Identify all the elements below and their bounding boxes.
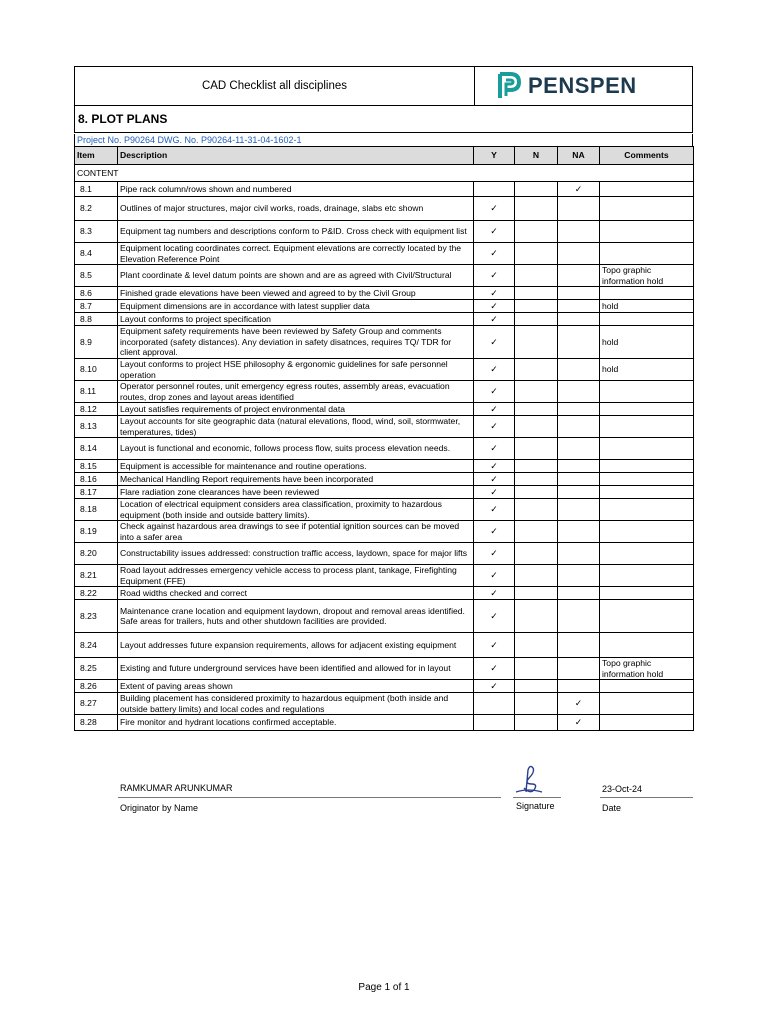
- project-line: Project No. P90264 DWG. No. P90264-11-31-04-1602-1: [74, 134, 693, 146]
- na-check-cell: [558, 359, 600, 381]
- y-check-cell: ✓: [474, 543, 515, 565]
- description-cell: Layout addresses future expansion requirements, allows for adjacent existing equipment: [118, 633, 474, 658]
- signature-line: [513, 797, 561, 798]
- comment-cell: [600, 287, 694, 300]
- na-check-cell: [558, 600, 600, 633]
- description-cell: Equipment locating coordinates correct. Equipment elevations are correctly located by the Elevation Reference Point: [118, 243, 474, 265]
- description-cell: Maintenance crane location and equipment laydown, dropout and removal areas identified. Safe areas for trailers, huts and other shutdown facilities are provided.: [118, 600, 474, 633]
- na-check-cell: [558, 326, 600, 359]
- n-check-cell: [515, 499, 558, 521]
- comment-cell: [600, 543, 694, 565]
- n-check-cell: [515, 221, 558, 243]
- comment-cell: [600, 486, 694, 499]
- y-check-cell: ✓: [474, 633, 515, 658]
- col-na-header: NA: [558, 147, 600, 165]
- item-cell: 8.13: [75, 416, 118, 438]
- y-check-cell: ✓: [474, 416, 515, 438]
- company-logo: [475, 67, 692, 105]
- y-check-cell: ✓: [474, 438, 515, 460]
- item-cell: 8.8: [75, 313, 118, 326]
- n-check-cell: [515, 300, 558, 313]
- n-check-cell: [515, 693, 558, 715]
- n-check-cell: [515, 680, 558, 693]
- item-cell: 8.27: [75, 693, 118, 715]
- comment-cell: hold: [600, 359, 694, 381]
- item-cell: 8.24: [75, 633, 118, 658]
- na-check-cell: [558, 381, 600, 403]
- description-cell: Pipe rack column/rows shown and numbered: [118, 182, 474, 197]
- col-description-header: Description: [118, 147, 474, 165]
- n-check-cell: [515, 658, 558, 680]
- checklist-sheet: [74, 66, 693, 731]
- col-comments-header: Comments: [600, 147, 694, 165]
- item-cell: 8.21: [75, 565, 118, 587]
- comment-cell: [600, 313, 694, 326]
- na-check-cell: [558, 403, 600, 416]
- na-check-cell: [558, 300, 600, 313]
- comment-cell: [600, 587, 694, 600]
- table-row: [75, 715, 694, 731]
- table-row: [75, 416, 694, 438]
- n-check-cell: [515, 486, 558, 499]
- table-row: [75, 499, 694, 521]
- table-row: [75, 658, 694, 680]
- table-row: [75, 633, 694, 658]
- n-check-cell: [515, 359, 558, 381]
- table-row: [75, 381, 694, 403]
- description-cell: Mechanical Handling Report requirements have been incorporated: [118, 473, 474, 486]
- na-check-cell: [558, 543, 600, 565]
- item-cell: 8.11: [75, 381, 118, 403]
- na-check-cell: ✓: [558, 715, 600, 731]
- y-check-cell: [474, 715, 515, 731]
- comment-cell: [600, 499, 694, 521]
- penspen-logo-icon: [497, 71, 523, 101]
- item-cell: 8.23: [75, 600, 118, 633]
- na-check-cell: [558, 265, 600, 287]
- y-check-cell: ✓: [474, 565, 515, 587]
- description-cell: Flare radiation zone clearances have been reviewed: [118, 486, 474, 499]
- table-row: [75, 221, 694, 243]
- content-label: CONTENT: [75, 165, 694, 182]
- comment-cell: [600, 182, 694, 197]
- description-cell: Check against hazardous area drawings to see if potential ignition sources can be moved into a safer area: [118, 521, 474, 543]
- description-cell: Constructability issues addressed: construction traffic access, laydown, space for major lifts: [118, 543, 474, 565]
- comment-cell: hold: [600, 326, 694, 359]
- n-check-cell: [515, 197, 558, 221]
- n-check-cell: [515, 381, 558, 403]
- handwritten-signature-icon: [512, 762, 546, 798]
- na-check-cell: [558, 499, 600, 521]
- y-check-cell: ✓: [474, 403, 515, 416]
- item-cell: 8.17: [75, 486, 118, 499]
- y-check-cell: ✓: [474, 473, 515, 486]
- na-check-cell: ✓: [558, 182, 600, 197]
- y-check-cell: ✓: [474, 300, 515, 313]
- comment-cell: [600, 416, 694, 438]
- description-cell: Layout conforms to project specification: [118, 313, 474, 326]
- description-cell: Layout accounts for site geographic data (natural elevations, flood, wind, soil, stormwater, temperatures, tides): [118, 416, 474, 438]
- item-cell: 8.7: [75, 300, 118, 313]
- na-check-cell: [558, 313, 600, 326]
- na-check-cell: [558, 438, 600, 460]
- item-cell: 8.26: [75, 680, 118, 693]
- y-check-cell: ✓: [474, 265, 515, 287]
- n-check-cell: [515, 265, 558, 287]
- signoff-block: [0, 776, 768, 826]
- table-header-row: [75, 147, 694, 165]
- description-cell: Extent of paving areas shown: [118, 680, 474, 693]
- item-cell: 8.1: [75, 182, 118, 197]
- table-row: [75, 680, 694, 693]
- n-check-cell: [515, 438, 558, 460]
- description-cell: Operator personnel routes, unit emergency egress routes, assembly areas, evacuation routes, drop zones and layout areas identified: [118, 381, 474, 403]
- comment-cell: [600, 460, 694, 473]
- section-title: 8. PLOT PLANS: [74, 106, 693, 133]
- na-check-cell: [558, 486, 600, 499]
- description-cell: Road layout addresses emergency vehicle access to process plant, tankage, Firefighting Equipment (FFE): [118, 565, 474, 587]
- na-check-cell: [558, 197, 600, 221]
- item-cell: 8.5: [75, 265, 118, 287]
- description-cell: Outlines of major structures, major civil works, roads, drainage, slabs etc shown: [118, 197, 474, 221]
- description-cell: Layout conforms to project HSE philosophy & ergonomic guidelines for safe personnel operation: [118, 359, 474, 381]
- comment-cell: [600, 381, 694, 403]
- table-row: [75, 587, 694, 600]
- col-n-header: N: [515, 147, 558, 165]
- n-check-cell: [515, 633, 558, 658]
- n-check-cell: [515, 715, 558, 731]
- y-check-cell: ✓: [474, 359, 515, 381]
- item-cell: 8.14: [75, 438, 118, 460]
- date-label: Date: [602, 803, 622, 813]
- name-line: [118, 797, 501, 798]
- na-check-cell: [558, 460, 600, 473]
- table-row: [75, 473, 694, 486]
- n-check-cell: [515, 460, 558, 473]
- comment-cell: [600, 680, 694, 693]
- n-check-cell: [515, 473, 558, 486]
- y-check-cell: ✓: [474, 313, 515, 326]
- n-check-cell: [515, 521, 558, 543]
- comment-cell: [600, 565, 694, 587]
- table-row: [75, 182, 694, 197]
- description-cell: Equipment is accessible for maintenance and routine operations.: [118, 460, 474, 473]
- logo-wordmark: PENSPEN: [528, 73, 637, 98]
- na-check-cell: [558, 243, 600, 265]
- na-check-cell: [558, 587, 600, 600]
- table-row: [75, 521, 694, 543]
- description-cell: Equipment dimensions are in accordance with latest supplier data: [118, 300, 474, 313]
- description-cell: Location of electrical equipment considers area classification, proximity to hazardous equipment (both inside and outside battery limits).: [118, 499, 474, 521]
- signoff-date: 23-Oct-24: [602, 784, 643, 794]
- table-row: [75, 287, 694, 300]
- n-check-cell: [515, 287, 558, 300]
- originator-name: RAMKUMAR ARUNKUMAR: [120, 783, 233, 793]
- originator-label: Originator by Name: [120, 803, 199, 813]
- table-row: [75, 313, 694, 326]
- comment-cell: Topo graphic information hold: [600, 265, 694, 287]
- table-row: [75, 359, 694, 381]
- description-cell: Finished grade elevations have been viewed and agreed to by the Civil Group: [118, 287, 474, 300]
- description-cell: Equipment tag numbers and descriptions conform to P&ID. Cross check with equipment list: [118, 221, 474, 243]
- item-cell: 8.6: [75, 287, 118, 300]
- y-check-cell: ✓: [474, 521, 515, 543]
- comment-cell: [600, 693, 694, 715]
- description-cell: Plant coordinate & level datum points are shown and are as agreed with Civil/Structural: [118, 265, 474, 287]
- item-cell: 8.16: [75, 473, 118, 486]
- na-check-cell: [558, 473, 600, 486]
- comment-cell: [600, 403, 694, 416]
- n-check-cell: [515, 403, 558, 416]
- table-row: [75, 243, 694, 265]
- n-check-cell: [515, 600, 558, 633]
- n-check-cell: [515, 243, 558, 265]
- checklist-table: [74, 146, 694, 731]
- col-item-header: Item: [75, 147, 118, 165]
- table-row: [75, 565, 694, 587]
- comment-cell: Topo graphic information hold: [600, 658, 694, 680]
- comment-cell: [600, 243, 694, 265]
- y-check-cell: ✓: [474, 287, 515, 300]
- item-cell: 8.18: [75, 499, 118, 521]
- y-check-cell: ✓: [474, 460, 515, 473]
- table-row: [75, 486, 694, 499]
- description-cell: Layout is functional and economic, follows process flow, suits process elevation needs.: [118, 438, 474, 460]
- comment-cell: [600, 473, 694, 486]
- description-cell: Building placement has considered proximity to hazardous equipment (both inside and outside battery limits) and local codes and regulations: [118, 693, 474, 715]
- y-check-cell: ✓: [474, 499, 515, 521]
- item-cell: 8.19: [75, 521, 118, 543]
- description-cell: Road widths checked and correct: [118, 587, 474, 600]
- y-check-cell: ✓: [474, 243, 515, 265]
- table-row: [75, 460, 694, 473]
- y-check-cell: ✓: [474, 680, 515, 693]
- table-row: [75, 438, 694, 460]
- y-check-cell: ✓: [474, 658, 515, 680]
- y-check-cell: ✓: [474, 197, 515, 221]
- na-check-cell: [558, 521, 600, 543]
- na-check-cell: [558, 565, 600, 587]
- na-check-cell: [558, 416, 600, 438]
- item-cell: 8.4: [75, 243, 118, 265]
- item-cell: 8.10: [75, 359, 118, 381]
- na-check-cell: [558, 287, 600, 300]
- n-check-cell: [515, 416, 558, 438]
- table-row: [75, 403, 694, 416]
- comment-cell: hold: [600, 300, 694, 313]
- na-check-cell: ✓: [558, 693, 600, 715]
- date-line: [600, 797, 693, 798]
- n-check-cell: [515, 543, 558, 565]
- comment-cell: [600, 197, 694, 221]
- na-check-cell: [558, 221, 600, 243]
- comment-cell: [600, 715, 694, 731]
- document-header: [74, 66, 693, 106]
- n-check-cell: [515, 565, 558, 587]
- comment-cell: [600, 600, 694, 633]
- item-cell: 8.25: [75, 658, 118, 680]
- description-cell: Fire monitor and hydrant locations confirmed acceptable.: [118, 715, 474, 731]
- y-check-cell: ✓: [474, 587, 515, 600]
- col-y-header: Y: [474, 147, 515, 165]
- y-check-cell: ✓: [474, 326, 515, 359]
- item-cell: 8.12: [75, 403, 118, 416]
- y-check-cell: ✓: [474, 381, 515, 403]
- description-cell: Equipment safety requirements have been reviewed by Safety Group and comments incorporated (safety distances). Any deviation in safety disatnces, requires TQ/ TDR for client approval.: [118, 326, 474, 359]
- na-check-cell: [558, 658, 600, 680]
- comment-cell: [600, 521, 694, 543]
- comment-cell: [600, 633, 694, 658]
- item-cell: 8.3: [75, 221, 118, 243]
- table-row: [75, 600, 694, 633]
- n-check-cell: [515, 326, 558, 359]
- item-cell: 8.28: [75, 715, 118, 731]
- table-row: [75, 693, 694, 715]
- y-check-cell: [474, 182, 515, 197]
- description-cell: Layout satisfies requirements of project environmental data: [118, 403, 474, 416]
- table-row: [75, 543, 694, 565]
- document-title: CAD Checklist all disciplines: [75, 67, 475, 105]
- na-check-cell: [558, 680, 600, 693]
- y-check-cell: ✓: [474, 600, 515, 633]
- item-cell: 8.15: [75, 460, 118, 473]
- item-cell: 8.20: [75, 543, 118, 565]
- y-check-cell: [474, 693, 515, 715]
- page-footer: Page 1 of 1: [358, 982, 410, 993]
- table-row: [75, 300, 694, 313]
- y-check-cell: ✓: [474, 486, 515, 499]
- description-cell: Existing and future underground services have been identified and allowed for in layout: [118, 658, 474, 680]
- comment-cell: [600, 221, 694, 243]
- item-cell: 8.9: [75, 326, 118, 359]
- item-cell: 8.2: [75, 197, 118, 221]
- n-check-cell: [515, 313, 558, 326]
- item-cell: 8.22: [75, 587, 118, 600]
- n-check-cell: [515, 182, 558, 197]
- comment-cell: [600, 438, 694, 460]
- na-check-cell: [558, 633, 600, 658]
- table-row: [75, 197, 694, 221]
- y-check-cell: ✓: [474, 221, 515, 243]
- table-row: [75, 326, 694, 359]
- n-check-cell: [515, 587, 558, 600]
- signature-label: Signature: [516, 801, 555, 811]
- table-row: [75, 265, 694, 287]
- content-group-row: [75, 165, 694, 182]
